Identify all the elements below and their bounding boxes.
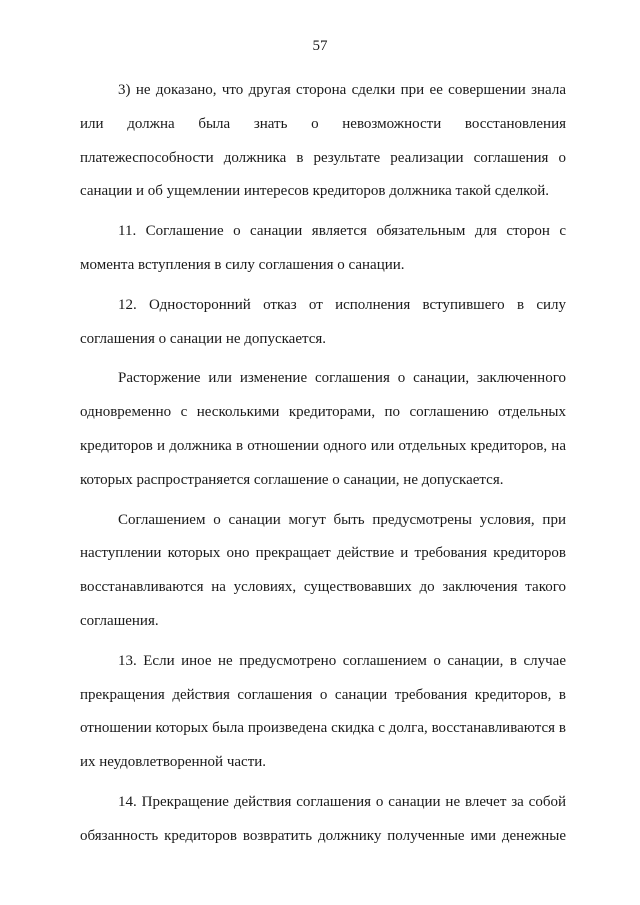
paragraph-termination-conditions: Соглашением о санации могут быть предусмотрены условия, при наступлении которых оно прекращает действие и требования кредиторов восстанавливаются на условиях, существовавших до заключения такого соглашения. [80, 511, 566, 629]
page-number: 57 [312, 38, 328, 54]
paragraph-clause-11: 11. Соглашение о санации является обязательным для сторон с момента вступления в силу соглашения о санации. [80, 223, 566, 273]
document-body [80, 74, 566, 860]
paragraph-clause-14: 14. Прекращение действия соглашения о санации не влечет за собой обязанность кредиторов возвратить должнику полученные ими денежные [80, 793, 566, 844]
paragraph-clause-13: 13. Если иное не предусмотрено соглашением о санации, в случае прекращения действия соглашения о санации требования кредиторов, в отношении которых была произведена скидка с долга, восстанавливаются в их неудовлетворенной части. [80, 652, 566, 771]
paragraph-termination-rules: Расторжение или изменение соглашения о санации, заключенного одновременно с несколькими кредиторами, по соглашению отдельных кредиторов и должника в отношении одного или отдельных кредиторов, на которых распространяется соглашение о санации, не допускается. [80, 370, 566, 488]
paragraph-clause-3: 3) не доказано, что другая сторона сделки при ее совершении знала или должна была знать о невозможности восстановления платежеспособности должника в результате реализации соглашения о санации и об ущемлении интересов кредиторов должника такой сделкой. [80, 82, 566, 200]
paragraph-clause-12: 12. Односторонний отказ от исполнения вступившего в силу соглашения о санации не допускается. [80, 296, 566, 347]
